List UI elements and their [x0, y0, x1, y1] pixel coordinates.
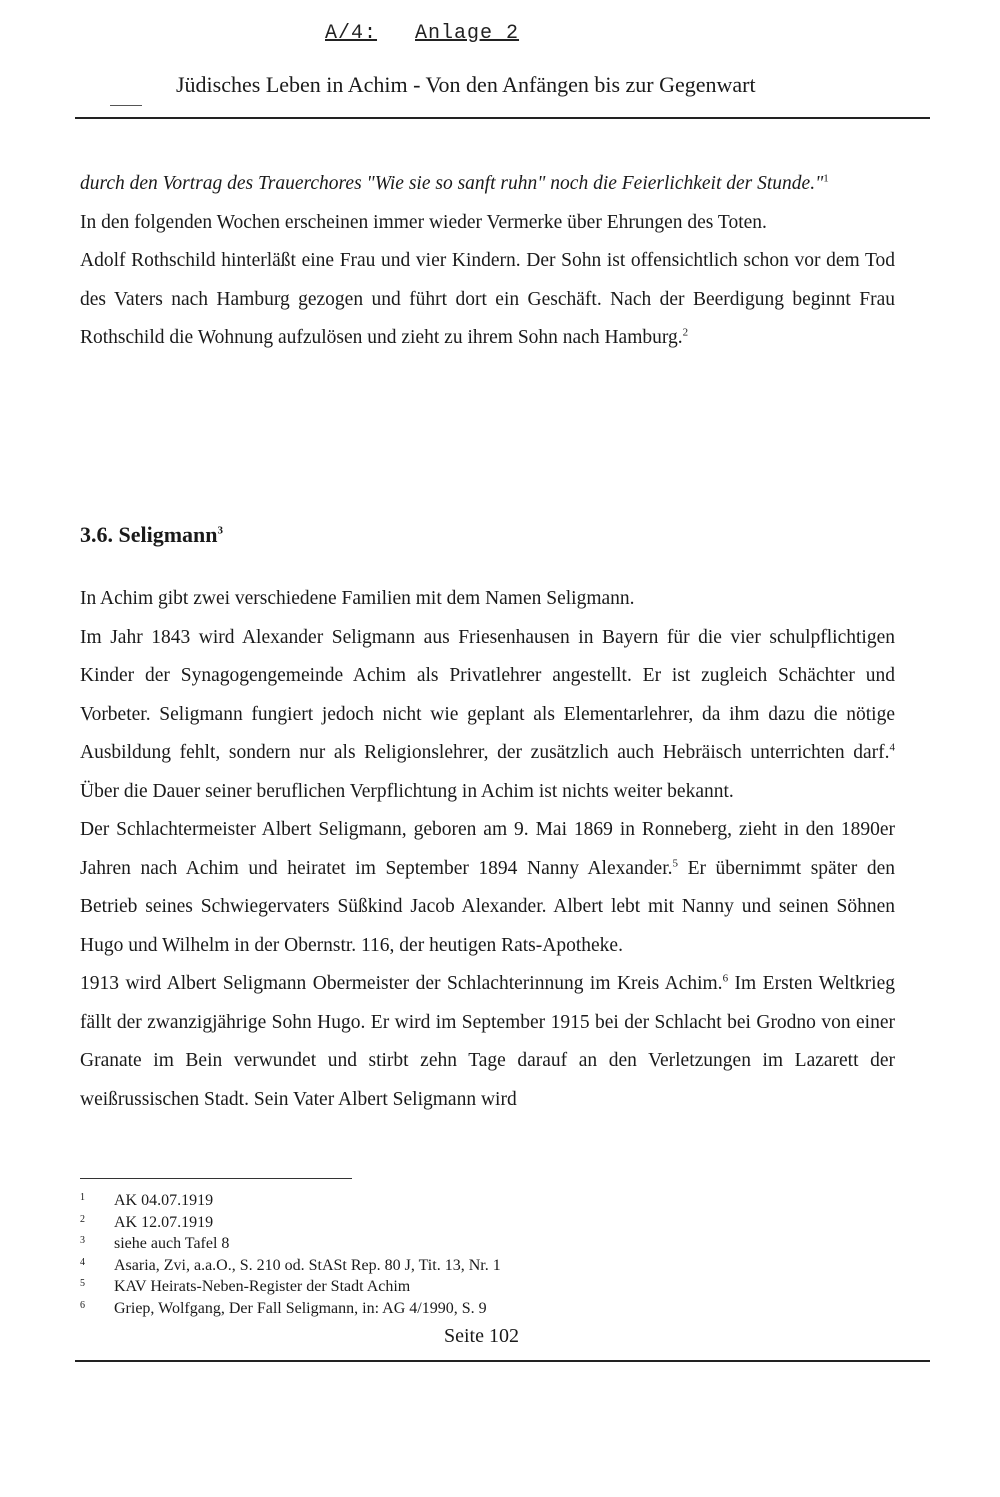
footnote-text: KAV Heirats-Neben-Register der Stadt Achim — [114, 1278, 411, 1295]
paragraph: In den folgenden Wochen erscheinen immer wieder Vermerke über Ehrungen des Toten. — [80, 211, 767, 233]
footnote-number: 4 — [80, 1256, 85, 1268]
footer-rule — [75, 1360, 930, 1362]
footnote — [80, 1255, 780, 1277]
header-rule — [75, 117, 930, 119]
header-short-rule — [110, 105, 142, 106]
continuation-block — [80, 165, 895, 358]
paragraph-text: Er übernimmt später den Betrieb seines Schwiegervaters Süßkind Jacob Alexander. Albert lebt mit Nanny und seinen Söhnen Hugo und Wilhelm in der Obernstr. 116, der heutigen Rats-Apotheke. — [80, 857, 895, 956]
paragraph — [80, 811, 895, 965]
section-heading — [80, 522, 223, 548]
paragraph-text: Im Ersten Weltkrieg fällt der zwanzigjährige Sohn Hugo. Er wird im September 1915 bei der Schlacht bei Grodno von einer Granate im Bein verwundet und stirbt zehn Tage darauf an den Verletzungen im Lazarett der weißrussischen Stadt. Sein Vater Albert Seligmann wird — [80, 973, 895, 1110]
footnote — [80, 1298, 780, 1320]
paragraph — [80, 619, 895, 812]
footnote-text: Griep, Wolfgang, Der Fall Seligmann, in: AG 4/1990, S. 9 — [114, 1299, 487, 1317]
paragraph-text: Adolf Rothschild hinterläßt eine Frau und vier Kindern. Der Sohn ist offensichtlich schon vor dem Tod des Vaters nach Hamburg gezogen und führt dort ein Geschäft. Nach der Beerdigung beginnt Frau Rothschild die Wohnung aufzulösen und zieht zu ihrem Sohn nach Hamburg. — [80, 250, 895, 348]
footnote-number: 2 — [80, 1213, 85, 1225]
paragraph-text: Der Schlachtermeister Albert Seligmann, geboren am 9. Mai 1869 in Ronneberg, zieht in den 1890er Jahren nach Achim und heiratet im September 1894 Nanny Alexander. — [80, 819, 895, 879]
footnote-rule — [80, 1178, 352, 1179]
section-heading-text: 3.6. Seligmann — [80, 522, 218, 547]
footnote-number: 5 — [80, 1278, 85, 1289]
footnote-text: AK 04.07.1919 — [114, 1192, 214, 1209]
footnotes — [80, 1190, 780, 1319]
paragraph-text: Über die Dauer seiner beruflichen Verpflichtung in Achim ist nichts weiter bekannt. — [80, 780, 734, 802]
stamp-right: Anlage 2 — [415, 22, 520, 45]
paragraph-text: 1913 wird Albert Seligmann Obermeister der Schlachterinnung im Kreis Achim. — [80, 973, 723, 994]
footnote-text: siehe auch Tafel 8 — [114, 1235, 230, 1252]
footnote-ref: 2 — [682, 326, 689, 339]
paragraph: In Achim gibt zwei verschiedene Familien mit dem Namen Seligmann. — [80, 588, 635, 609]
footnote-ref: 6 — [722, 972, 729, 985]
footnote-text: AK 12.07.1919 — [114, 1213, 214, 1231]
quote-paragraph — [80, 165, 895, 204]
footnote-number: 1 — [80, 1192, 85, 1203]
page-number: Seite 102 — [444, 1325, 519, 1347]
archive-stamp — [325, 22, 519, 45]
footnote-ref: 3 — [217, 524, 224, 537]
footnote — [80, 1190, 780, 1212]
footnote — [80, 1276, 780, 1298]
stamp-left: A/4: — [325, 22, 378, 45]
paragraph-text: Im Jahr 1843 wird Alexander Seligmann aus Friesenhausen in Bayern für die vier schulpflichtigen Kinder der Synagogengemeinde Achim als Privatlehrer angestellt. Er ist zugleich Schächter und Vorbeter. Seligmann fungiert jedoch nicht wie geplant als Elementarlehrer, da ihm dazu die nötige Ausbildung fehlt, sondern nur als Religionslehrer, der zusätzlich auch Hebräisch unterrichten darf. — [80, 626, 895, 763]
paragraph — [80, 965, 895, 1119]
running-title: Jüdisches Leben in Achim - Von den Anfängen bis zur Gegenwart — [176, 72, 756, 97]
footnote-ref: 5 — [672, 857, 678, 869]
footnote — [80, 1212, 780, 1234]
footnote-ref: 4 — [889, 741, 895, 754]
quote-text: durch den Vortrag des Trauerchores "Wie sie so sanft ruhn" noch die Feierlichkeit der Stunde." — [80, 173, 824, 194]
footnote — [80, 1233, 780, 1255]
footnote-ref: 1 — [823, 172, 829, 185]
section-body — [80, 580, 895, 1119]
footnote-number: 6 — [80, 1299, 85, 1311]
footnote-text: Asaria, Zvi, a.a.O., S. 210 od. StASt Rep. 80 J, Tit. 13, Nr. 1 — [114, 1256, 501, 1274]
footnote-number: 3 — [80, 1235, 85, 1246]
paragraph — [80, 242, 895, 358]
